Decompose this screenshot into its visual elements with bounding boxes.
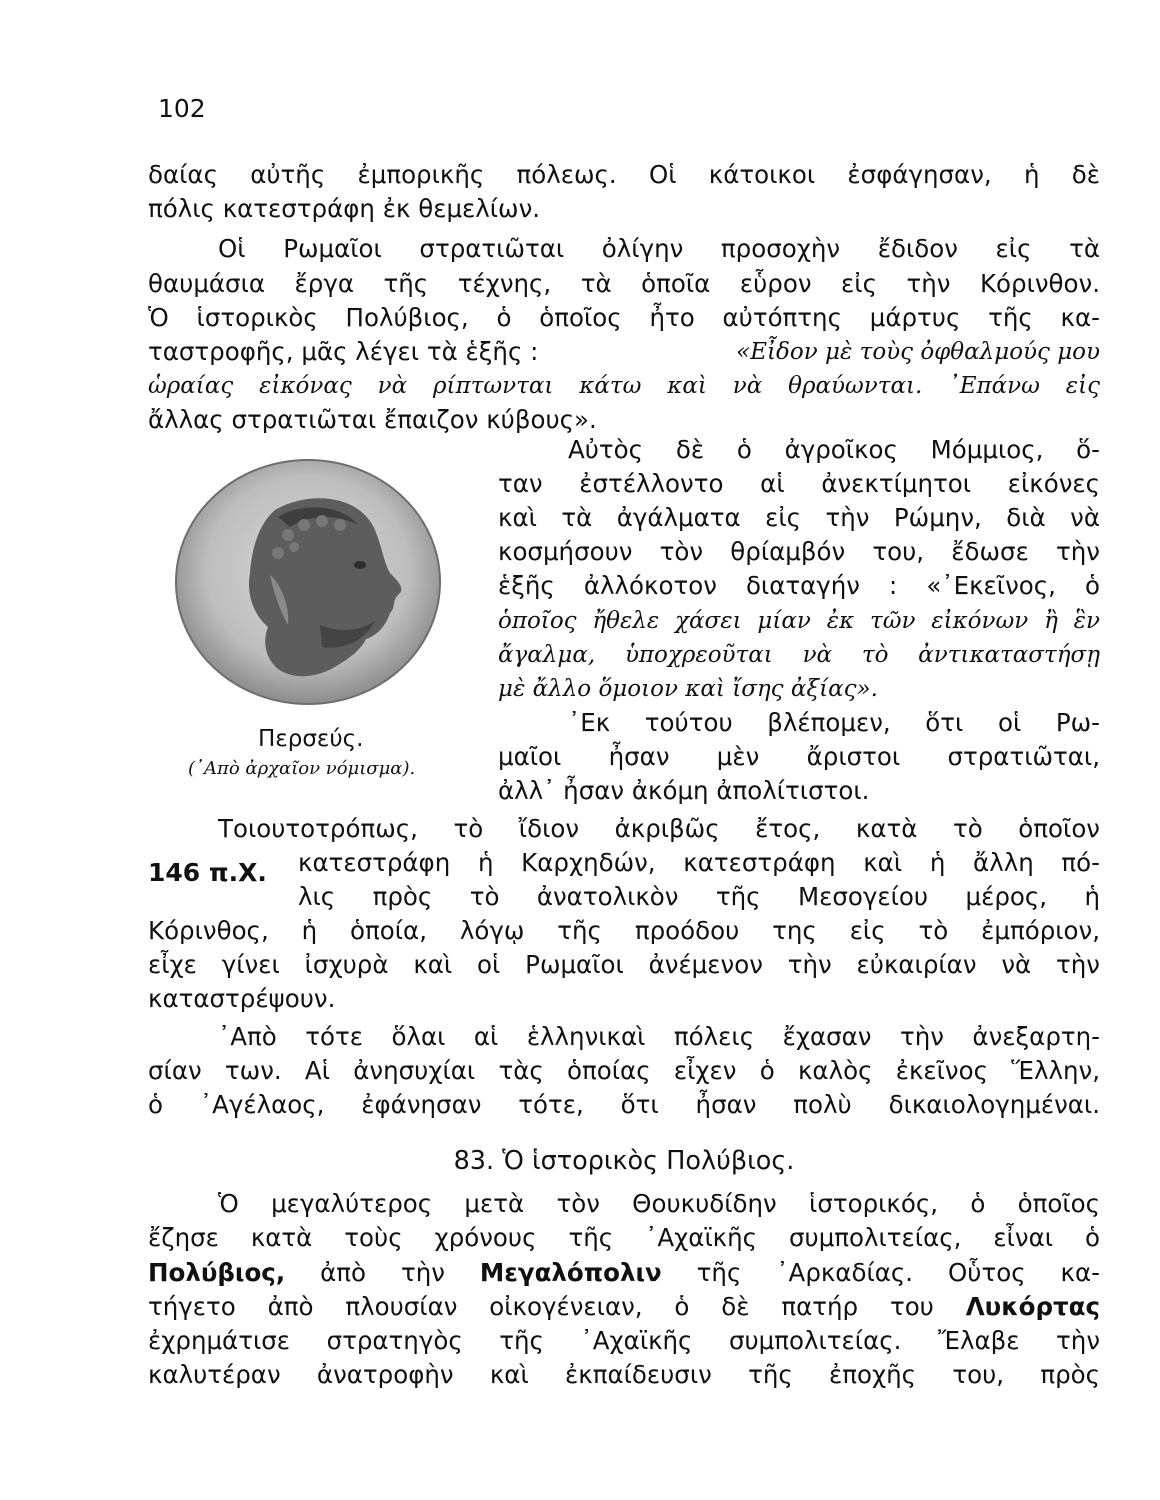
text-line: δαίας αὐτῆς ἐμπορικῆς πόλεως. Οἱ κάτοικοι ἐσφάγησαν, ἡ δὲ (148, 160, 1100, 189)
text-line: κοσμήσουν τὸν θρίαμβόν του, ἔδωσε τὴν (498, 537, 1100, 566)
text-line: καλυτέραν ἀνατροφὴν καὶ ἐκπαίδευσιν τῆς ἐποχῆς του, πρὸς (148, 1360, 1100, 1389)
text-line: ᾿Εκ τούτου βλέπομεν, ὅτι οἱ Ρω- (568, 708, 1100, 737)
figure-caption-source: (᾿Απὸ ἀρχαῖον νόμισμα). (188, 758, 416, 779)
text-line: κατεστράφη ἡ Καρχηδών, κατεστράφη καὶ ἡ ἄλλη πό- (298, 848, 1100, 877)
quote-line: ὁποῖος ἤθελε χάσει μίαν ἐκ τῶν εἰκόνων ἢ ἓν (498, 608, 1100, 634)
text-fragment: ἀπὸ τὴν (285, 1258, 480, 1287)
text-line: καταστρέψουν. (148, 984, 336, 1013)
text-line: Ὁ μεγαλύτερος μετὰ τὸν Θουκυδίδην ἱστορικός, ὁ ὁποῖος (218, 1189, 1100, 1218)
text-line: ὁ ᾿Αγέλαος, ἐφάνησαν τότε, ὅτι ἦσαν πολὺ δικαιολογημέναι. (148, 1090, 1100, 1119)
text-line: Οἱ Ρωμαῖοι στρατιῶται ὀλίγην προσοχὴν ἔδιδον εἰς τὰ (218, 234, 1100, 263)
text-line: εἶχε γίνει ἰσχυρὰ καὶ οἱ Ρωμαῖοι ἀνέμενον τὴν εὐκαιρίαν νὰ τὴν (148, 950, 1100, 979)
text-line (148, 1290, 1100, 1324)
text-line (148, 1256, 1100, 1290)
quote-line: μὲ ἄλλο ὅμοιον καὶ ἴσης ἀξίας». (498, 676, 878, 702)
text-line: ἀλλ᾿ ἦσαν ἀκόμη ἀπολίτιστοι. (498, 776, 870, 805)
margin-date: 146 π.Χ. (148, 858, 267, 887)
text-line: θαυμάσια ἔργα τῆς τέχνης, τὰ ὁποῖα εὗρον εἰς τὴν Κόρινθον. (148, 269, 1100, 298)
quote-line: ὡραίας εἰκόνας νὰ ρίπτωνται κάτω καὶ νὰ θραύωνται. ᾿Επάνω εἰς (148, 373, 1100, 399)
text-fragment: ταστροφῆς, μᾶς λέγει τὰ ἑξῆς : (148, 337, 539, 366)
text-line: μαῖοι ἦσαν μὲν ἄριστοι στρατιῶται, (498, 742, 1100, 771)
text-line: ἔζησε κατὰ τοὺς χρόνους τῆς ᾿Αχαϊκῆς συμπολιτείας, εἶναι ὁ (148, 1223, 1100, 1252)
text-line (148, 335, 1100, 369)
text-line: σίαν των. Αἱ ἀνησυχίαι τὰς ὁποίας εἶχεν ὁ καλὸς ἐκεῖνος Ἕλλην, (148, 1056, 1100, 1085)
text-line: Κόρινθος, ἡ ὁποία, λόγῳ τῆς προόδου της εἰς τὸ ἐμπόριον, (148, 916, 1100, 945)
text-line: ᾿Απὸ τότε ὅλαι αἱ ἑλληνικαὶ πόλεις ἔχασαν τὴν ἀνεξαρτη- (218, 1022, 1100, 1051)
text-line: ἑξῆς ἀλλόκοτον διαταγήν : «᾿Εκεῖνος, ὁ (498, 571, 1100, 600)
section-heading: 83. Ὁ ἱστορικὸς Πολύβιος. (453, 1146, 795, 1176)
quote-fragment: «Εἶδον μὲ τοὺς ὀφθαλμούς μου (736, 339, 1100, 365)
quote-line: ἄγαλμα, ὑποχρεοῦται νὰ τὸ ἀντικαταστήσῃ (498, 642, 1100, 668)
text-line: Τοιουτοτρόπως, τὸ ἴδιον ἀκριβῶς ἔτος, κατὰ τὸ ὁποῖον (218, 814, 1100, 843)
bold-name: Πολύβιος, (148, 1258, 286, 1287)
text-line: ἐχρημάτισε στρατηγὸς τῆς ᾿Αχαϊκῆς συμπολιτείας. Ἔλαβε τὴν (148, 1326, 1100, 1355)
text-line: λις πρὸς τὸ ἀνατολικὸν τῆς Μεσογείου μέρος, ἡ (298, 882, 1100, 911)
text-fragment: τήγετο ἀπὸ πλουσίαν οἰκογένειαν, ὁ δὲ πατήρ του (148, 1292, 966, 1321)
bold-name: Λυκόρτας (965, 1292, 1100, 1321)
text-line: καὶ τὰ ἀγάλματα εἰς τὴν Ρώμην, διὰ νὰ (498, 503, 1100, 532)
bold-name: Μεγαλόπολιν (479, 1258, 662, 1287)
text-line: ἄλλας στρατιῶται ἔπαιζον κύβους». (148, 405, 597, 434)
text-line: πόλις κατεστράφη ἐκ θεμελίων. (148, 194, 541, 223)
text-line: ταν ἐστέλλοντο αἱ ἀνεκτίμητοι εἰκόνες (498, 469, 1100, 498)
coin-image (170, 455, 446, 710)
text-line: Ὁ ἱστορικὸς Πολύβιος, ὁ ὁποῖος ἦτο αὐτόπτης μάρτυς τῆς κα- (148, 303, 1100, 332)
figure-caption-title: Περσεύς. (258, 726, 364, 752)
text-fragment: τῆς ᾿Αρκαδίας. Οὗτος κα- (661, 1258, 1100, 1287)
text-line: Αὐτὸς δὲ ὁ ἀγροῖκος Μόμμιος, ὅ- (568, 435, 1100, 464)
page-number: 102 (158, 94, 206, 123)
